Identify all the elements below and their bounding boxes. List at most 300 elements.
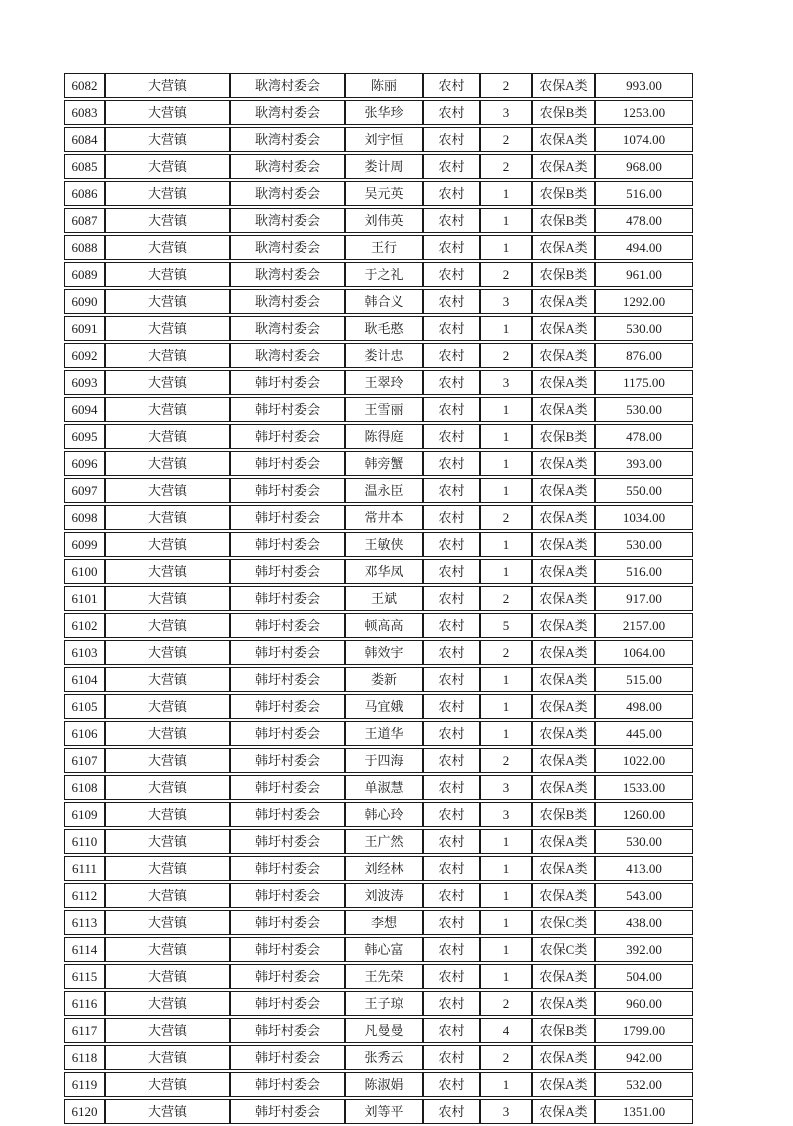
cell-insurance-category: 农保B类: [532, 181, 595, 206]
cell-record-id: 6086: [64, 181, 105, 206]
cell-record-id: 6092: [64, 343, 105, 368]
cell-person-count: 2: [480, 505, 532, 530]
cell-amount: 1175.00: [595, 370, 693, 395]
cell-person-name: 娄计忠: [345, 343, 423, 368]
cell-household-type: 农村: [423, 883, 480, 908]
cell-village-committee: 韩圩村委会: [230, 829, 345, 854]
cell-household-type: 农村: [423, 829, 480, 854]
cell-person-count: 1: [480, 532, 532, 557]
table-row: [64, 856, 693, 881]
cell-amount: 530.00: [595, 397, 693, 422]
cell-person-count: 1: [480, 235, 532, 260]
cell-household-type: 农村: [423, 667, 480, 692]
table-row: [64, 775, 693, 800]
cell-person-name: 顿高高: [345, 613, 423, 638]
cell-record-id: 6117: [64, 1018, 105, 1043]
cell-amount: 478.00: [595, 424, 693, 449]
cell-town: 大营镇: [105, 154, 230, 179]
cell-insurance-category: 农保A类: [532, 316, 595, 341]
cell-town: 大营镇: [105, 532, 230, 557]
table-row: [64, 505, 693, 530]
cell-amount: 1351.00: [595, 1099, 693, 1124]
cell-amount: 393.00: [595, 451, 693, 476]
cell-household-type: 农村: [423, 532, 480, 557]
cell-person-count: 1: [480, 181, 532, 206]
cell-person-name: 韩心玲: [345, 802, 423, 827]
cell-amount: 530.00: [595, 532, 693, 557]
cell-insurance-category: 农保A类: [532, 829, 595, 854]
cell-amount: 1799.00: [595, 1018, 693, 1043]
cell-village-committee: 耿湾村委会: [230, 154, 345, 179]
cell-person-name: 韩合义: [345, 289, 423, 314]
cell-person-count: 1: [480, 208, 532, 233]
cell-amount: 392.00: [595, 937, 693, 962]
cell-record-id: 6098: [64, 505, 105, 530]
cell-amount: 1074.00: [595, 127, 693, 152]
cell-person-count: 1: [480, 910, 532, 935]
cell-household-type: 农村: [423, 721, 480, 746]
cell-insurance-category: 农保A类: [532, 640, 595, 665]
cell-household-type: 农村: [423, 235, 480, 260]
table-row: [64, 748, 693, 773]
cell-household-type: 农村: [423, 910, 480, 935]
table-row: [64, 100, 693, 125]
table-row: [64, 154, 693, 179]
table-row: [64, 370, 693, 395]
cell-village-committee: 耿湾村委会: [230, 208, 345, 233]
cell-household-type: 农村: [423, 505, 480, 530]
cell-household-type: 农村: [423, 1045, 480, 1070]
cell-insurance-category: 农保A类: [532, 505, 595, 530]
cell-amount: 2157.00: [595, 613, 693, 638]
cell-household-type: 农村: [423, 73, 480, 98]
cell-record-id: 6118: [64, 1045, 105, 1070]
table-row: [64, 829, 693, 854]
cell-town: 大营镇: [105, 829, 230, 854]
cell-person-count: 1: [480, 316, 532, 341]
cell-town: 大营镇: [105, 343, 230, 368]
cell-insurance-category: 农保A类: [532, 235, 595, 260]
cell-town: 大营镇: [105, 964, 230, 989]
table-row: [64, 532, 693, 557]
cell-amount: 438.00: [595, 910, 693, 935]
cell-amount: 413.00: [595, 856, 693, 881]
cell-record-id: 6113: [64, 910, 105, 935]
cell-person-count: 2: [480, 640, 532, 665]
cell-person-name: 王翠玲: [345, 370, 423, 395]
cell-person-count: 3: [480, 370, 532, 395]
cell-village-committee: 耿湾村委会: [230, 100, 345, 125]
table-row: [64, 424, 693, 449]
cell-amount: 942.00: [595, 1045, 693, 1070]
cell-insurance-category: 农保A类: [532, 586, 595, 611]
table-row: [64, 262, 693, 287]
cell-household-type: 农村: [423, 370, 480, 395]
cell-person-count: 1: [480, 451, 532, 476]
cell-record-id: 6095: [64, 424, 105, 449]
cell-person-count: 1: [480, 559, 532, 584]
cell-person-name: 王行: [345, 235, 423, 260]
cell-town: 大营镇: [105, 883, 230, 908]
cell-person-name: 刘波涛: [345, 883, 423, 908]
cell-village-committee: 韩圩村委会: [230, 424, 345, 449]
table-row: [64, 397, 693, 422]
cell-record-id: 6107: [64, 748, 105, 773]
cell-village-committee: 韩圩村委会: [230, 775, 345, 800]
cell-person-name: 李想: [345, 910, 423, 935]
cell-record-id: 6104: [64, 667, 105, 692]
cell-household-type: 农村: [423, 964, 480, 989]
cell-record-id: 6088: [64, 235, 105, 260]
cell-person-name: 王先荣: [345, 964, 423, 989]
cell-town: 大营镇: [105, 397, 230, 422]
cell-town: 大营镇: [105, 1045, 230, 1070]
cell-village-committee: 耿湾村委会: [230, 235, 345, 260]
cell-village-committee: 韩圩村委会: [230, 505, 345, 530]
cell-amount: 968.00: [595, 154, 693, 179]
cell-insurance-category: 农保A类: [532, 127, 595, 152]
cell-insurance-category: 农保A类: [532, 559, 595, 584]
cell-insurance-category: 农保A类: [532, 343, 595, 368]
cell-record-id: 6083: [64, 100, 105, 125]
cell-person-count: 1: [480, 937, 532, 962]
cell-insurance-category: 农保A类: [532, 1045, 595, 1070]
table-row: [64, 478, 693, 503]
cell-village-committee: 韩圩村委会: [230, 991, 345, 1016]
table-row: [64, 1018, 693, 1043]
cell-household-type: 农村: [423, 586, 480, 611]
cell-amount: 516.00: [595, 559, 693, 584]
cell-person-name: 张华珍: [345, 100, 423, 125]
cell-person-name: 韩旁蟹: [345, 451, 423, 476]
cell-person-name: 于之礼: [345, 262, 423, 287]
cell-person-count: 1: [480, 721, 532, 746]
cell-town: 大营镇: [105, 424, 230, 449]
cell-village-committee: 韩圩村委会: [230, 532, 345, 557]
cell-record-id: 6094: [64, 397, 105, 422]
cell-household-type: 农村: [423, 991, 480, 1016]
table-row: [64, 73, 693, 98]
cell-village-committee: 耿湾村委会: [230, 73, 345, 98]
cell-village-committee: 韩圩村委会: [230, 667, 345, 692]
cell-town: 大营镇: [105, 802, 230, 827]
cell-insurance-category: 农保A类: [532, 856, 595, 881]
table-row: [64, 910, 693, 935]
cell-town: 大营镇: [105, 289, 230, 314]
cell-town: 大营镇: [105, 613, 230, 638]
cell-household-type: 农村: [423, 937, 480, 962]
cell-record-id: 6100: [64, 559, 105, 584]
cell-person-count: 1: [480, 478, 532, 503]
cell-village-committee: 韩圩村委会: [230, 451, 345, 476]
cell-amount: 1064.00: [595, 640, 693, 665]
cell-person-name: 于四海: [345, 748, 423, 773]
cell-person-name: 吴元英: [345, 181, 423, 206]
cell-record-id: 6110: [64, 829, 105, 854]
cell-insurance-category: 农保A类: [532, 721, 595, 746]
cell-village-committee: 韩圩村委会: [230, 883, 345, 908]
cell-village-committee: 耿湾村委会: [230, 127, 345, 152]
cell-person-name: 王雪丽: [345, 397, 423, 422]
cell-town: 大营镇: [105, 127, 230, 152]
table-row: [64, 991, 693, 1016]
cell-record-id: 6085: [64, 154, 105, 179]
cell-record-id: 6093: [64, 370, 105, 395]
records-table-body: [64, 73, 693, 1124]
cell-record-id: 6091: [64, 316, 105, 341]
cell-record-id: 6105: [64, 694, 105, 719]
cell-amount: 530.00: [595, 829, 693, 854]
cell-village-committee: 韩圩村委会: [230, 964, 345, 989]
cell-household-type: 农村: [423, 316, 480, 341]
cell-household-type: 农村: [423, 208, 480, 233]
cell-person-name: 陈得庭: [345, 424, 423, 449]
cell-insurance-category: 农保A类: [532, 613, 595, 638]
cell-town: 大营镇: [105, 640, 230, 665]
cell-person-count: 5: [480, 613, 532, 638]
cell-amount: 1260.00: [595, 802, 693, 827]
table-row: [64, 694, 693, 719]
cell-village-committee: 韩圩村委会: [230, 1072, 345, 1097]
cell-record-id: 6097: [64, 478, 105, 503]
cell-person-count: 2: [480, 748, 532, 773]
cell-record-id: 6096: [64, 451, 105, 476]
cell-town: 大营镇: [105, 937, 230, 962]
cell-amount: 532.00: [595, 1072, 693, 1097]
cell-person-count: 2: [480, 991, 532, 1016]
cell-insurance-category: 农保A类: [532, 1072, 595, 1097]
cell-person-count: 1: [480, 424, 532, 449]
cell-insurance-category: 农保C类: [532, 937, 595, 962]
table-row: [64, 343, 693, 368]
cell-town: 大营镇: [105, 1099, 230, 1124]
cell-insurance-category: 农保A类: [532, 694, 595, 719]
cell-amount: 876.00: [595, 343, 693, 368]
cell-town: 大营镇: [105, 262, 230, 287]
cell-insurance-category: 农保A类: [532, 289, 595, 314]
cell-household-type: 农村: [423, 856, 480, 881]
cell-person-count: 2: [480, 73, 532, 98]
cell-amount: 960.00: [595, 991, 693, 1016]
cell-town: 大营镇: [105, 775, 230, 800]
cell-household-type: 农村: [423, 613, 480, 638]
cell-town: 大营镇: [105, 451, 230, 476]
table-row: [64, 1072, 693, 1097]
cell-person-name: 陈淑娟: [345, 1072, 423, 1097]
cell-record-id: 6090: [64, 289, 105, 314]
cell-household-type: 农村: [423, 397, 480, 422]
cell-village-committee: 韩圩村委会: [230, 910, 345, 935]
table-row: [64, 1045, 693, 1070]
cell-town: 大营镇: [105, 748, 230, 773]
cell-person-count: 3: [480, 1099, 532, 1124]
cell-town: 大营镇: [105, 559, 230, 584]
cell-town: 大营镇: [105, 694, 230, 719]
cell-record-id: 6099: [64, 532, 105, 557]
cell-amount: 961.00: [595, 262, 693, 287]
cell-household-type: 农村: [423, 424, 480, 449]
cell-village-committee: 韩圩村委会: [230, 748, 345, 773]
cell-village-committee: 耿湾村委会: [230, 343, 345, 368]
table-row: [64, 208, 693, 233]
cell-amount: 1533.00: [595, 775, 693, 800]
table-row: [64, 235, 693, 260]
cell-town: 大营镇: [105, 1018, 230, 1043]
cell-person-count: 2: [480, 154, 532, 179]
cell-insurance-category: 农保A类: [532, 883, 595, 908]
cell-household-type: 农村: [423, 451, 480, 476]
cell-person-name: 韩效宇: [345, 640, 423, 665]
cell-person-name: 温永臣: [345, 478, 423, 503]
table-row: [64, 883, 693, 908]
cell-village-committee: 韩圩村委会: [230, 802, 345, 827]
cell-record-id: 6108: [64, 775, 105, 800]
cell-person-name: 耿毛憨: [345, 316, 423, 341]
cell-household-type: 农村: [423, 748, 480, 773]
cell-person-count: 3: [480, 100, 532, 125]
cell-person-count: 2: [480, 343, 532, 368]
cell-village-committee: 韩圩村委会: [230, 1099, 345, 1124]
cell-town: 大营镇: [105, 370, 230, 395]
cell-household-type: 农村: [423, 1018, 480, 1043]
cell-person-count: 1: [480, 667, 532, 692]
cell-person-name: 凡曼曼: [345, 1018, 423, 1043]
cell-amount: 504.00: [595, 964, 693, 989]
cell-person-name: 张秀云: [345, 1045, 423, 1070]
cell-person-count: 2: [480, 586, 532, 611]
cell-person-name: 刘宇恒: [345, 127, 423, 152]
cell-household-type: 农村: [423, 640, 480, 665]
cell-town: 大营镇: [105, 856, 230, 881]
table-row: [64, 586, 693, 611]
cell-amount: 516.00: [595, 181, 693, 206]
cell-amount: 543.00: [595, 883, 693, 908]
cell-person-name: 王斌: [345, 586, 423, 611]
cell-person-count: 1: [480, 883, 532, 908]
cell-town: 大营镇: [105, 910, 230, 935]
cell-person-count: 2: [480, 127, 532, 152]
cell-insurance-category: 农保A类: [532, 370, 595, 395]
cell-village-committee: 韩圩村委会: [230, 478, 345, 503]
cell-insurance-category: 农保A类: [532, 532, 595, 557]
cell-village-committee: 耿湾村委会: [230, 181, 345, 206]
cell-person-count: 3: [480, 802, 532, 827]
cell-village-committee: 韩圩村委会: [230, 559, 345, 584]
cell-village-committee: 韩圩村委会: [230, 586, 345, 611]
cell-amount: 494.00: [595, 235, 693, 260]
table-row: [64, 316, 693, 341]
cell-amount: 445.00: [595, 721, 693, 746]
cell-town: 大营镇: [105, 586, 230, 611]
table-row: [64, 181, 693, 206]
cell-insurance-category: 农保B类: [532, 208, 595, 233]
cell-insurance-category: 农保B类: [532, 100, 595, 125]
cell-household-type: 农村: [423, 694, 480, 719]
cell-amount: 1022.00: [595, 748, 693, 773]
cell-person-count: 1: [480, 1072, 532, 1097]
cell-insurance-category: 农保A类: [532, 478, 595, 503]
cell-household-type: 农村: [423, 100, 480, 125]
cell-household-type: 农村: [423, 262, 480, 287]
cell-person-name: 邓华凤: [345, 559, 423, 584]
cell-household-type: 农村: [423, 127, 480, 152]
cell-insurance-category: 农保B类: [532, 1018, 595, 1043]
cell-village-committee: 韩圩村委会: [230, 640, 345, 665]
cell-person-name: 娄新: [345, 667, 423, 692]
cell-household-type: 农村: [423, 1099, 480, 1124]
cell-amount: 478.00: [595, 208, 693, 233]
cell-person-name: 娄计周: [345, 154, 423, 179]
cell-town: 大营镇: [105, 208, 230, 233]
cell-insurance-category: 农保A类: [532, 451, 595, 476]
table-row: [64, 802, 693, 827]
cell-amount: 1292.00: [595, 289, 693, 314]
cell-person-count: 3: [480, 289, 532, 314]
cell-town: 大营镇: [105, 100, 230, 125]
cell-insurance-category: 农保A类: [532, 397, 595, 422]
cell-record-id: 6087: [64, 208, 105, 233]
cell-record-id: 6114: [64, 937, 105, 962]
cell-town: 大营镇: [105, 478, 230, 503]
cell-insurance-category: 农保A类: [532, 73, 595, 98]
cell-village-committee: 耿湾村委会: [230, 316, 345, 341]
cell-town: 大营镇: [105, 667, 230, 692]
cell-amount: 530.00: [595, 316, 693, 341]
cell-insurance-category: 农保A类: [532, 1099, 595, 1124]
table-row: [64, 451, 693, 476]
cell-amount: 515.00: [595, 667, 693, 692]
cell-amount: 917.00: [595, 586, 693, 611]
table-row: [64, 667, 693, 692]
cell-village-committee: 韩圩村委会: [230, 721, 345, 746]
cell-record-id: 6115: [64, 964, 105, 989]
cell-village-committee: 韩圩村委会: [230, 1045, 345, 1070]
cell-person-name: 刘经林: [345, 856, 423, 881]
cell-insurance-category: 农保A类: [532, 154, 595, 179]
cell-town: 大营镇: [105, 73, 230, 98]
cell-person-count: 2: [480, 1045, 532, 1070]
cell-town: 大营镇: [105, 991, 230, 1016]
cell-insurance-category: 农保A类: [532, 667, 595, 692]
cell-household-type: 农村: [423, 181, 480, 206]
cell-record-id: 6109: [64, 802, 105, 827]
cell-person-name: 王子琼: [345, 991, 423, 1016]
cell-insurance-category: 农保A类: [532, 991, 595, 1016]
cell-person-name: 刘等平: [345, 1099, 423, 1124]
cell-record-id: 6101: [64, 586, 105, 611]
cell-person-count: 3: [480, 775, 532, 800]
table-row: [64, 964, 693, 989]
cell-person-count: 2: [480, 262, 532, 287]
table-row: [64, 559, 693, 584]
cell-insurance-category: 农保B类: [532, 424, 595, 449]
cell-household-type: 农村: [423, 478, 480, 503]
cell-village-committee: 韩圩村委会: [230, 397, 345, 422]
table-row: [64, 937, 693, 962]
cell-person-count: 1: [480, 694, 532, 719]
table-row: [64, 1099, 693, 1124]
cell-household-type: 农村: [423, 802, 480, 827]
cell-household-type: 农村: [423, 559, 480, 584]
cell-amount: 498.00: [595, 694, 693, 719]
cell-person-name: 陈丽: [345, 73, 423, 98]
cell-village-committee: 韩圩村委会: [230, 856, 345, 881]
cell-record-id: 6120: [64, 1099, 105, 1124]
cell-person-name: 王广然: [345, 829, 423, 854]
cell-village-committee: 耿湾村委会: [230, 262, 345, 287]
cell-person-count: 1: [480, 829, 532, 854]
cell-record-id: 6089: [64, 262, 105, 287]
